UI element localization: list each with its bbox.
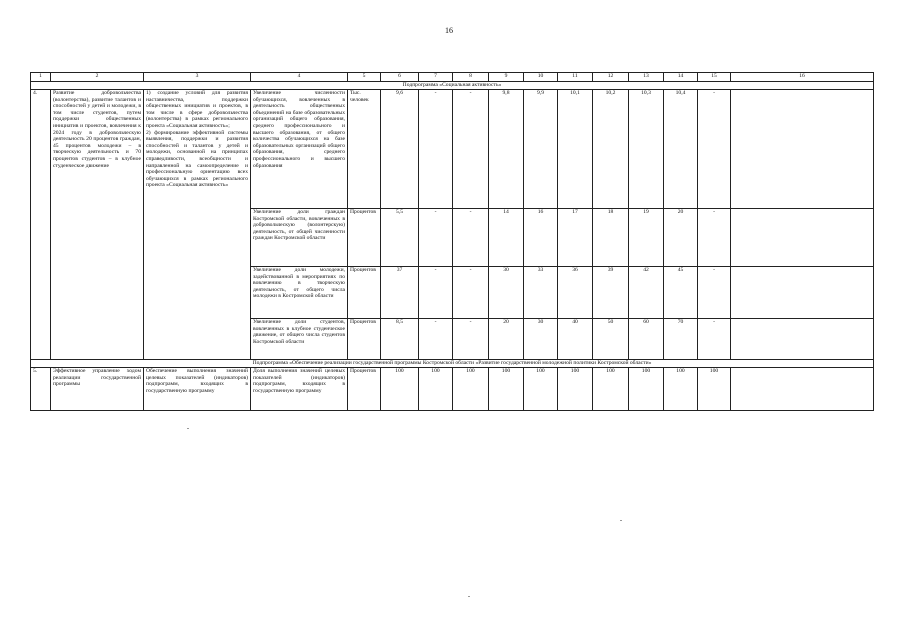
scan-speck [187, 428, 189, 429]
value-cell: - [698, 319, 731, 360]
value-cell: 10,4 [664, 90, 698, 209]
value-cell: 16 [524, 209, 558, 267]
value-cell: - [419, 319, 453, 360]
value-cell: 40 [558, 319, 593, 360]
value-cell: 100 [381, 368, 419, 411]
page-number: 16 [445, 26, 453, 35]
value-cell: 8,5 [381, 319, 419, 360]
header-cell: 1 [31, 73, 51, 82]
value-cell: 9,9 [524, 90, 558, 209]
value-cell: 37 [381, 267, 419, 319]
value-cell: - [453, 319, 489, 360]
table-row [31, 90, 874, 209]
subprogram-row [31, 360, 874, 368]
row-number: 4. [31, 90, 51, 360]
subprogram-title: Подпрограмма «Социальная активность» [31, 82, 874, 90]
value-cell: 100 [489, 368, 524, 411]
value-cell: 14 [489, 209, 524, 267]
value-cell: 100 [453, 368, 489, 411]
subprogram-title: Подпрограмма «Обеспечение реализации государственной программы Костромской области «Развитие государственной молодежной политики Костромской области» [31, 360, 874, 368]
value-cell: 42 [629, 267, 664, 319]
header-cell: 9 [489, 73, 524, 82]
header-cell: 3 [144, 73, 251, 82]
measures-cell: 1) создание условий для развития наставничества, поддержки общественных инициатив и проектов, в том числе в сфере добровольчества (волонтерства) в рамках регионального проекта «Социальная активность»; 2) формирование эффективной системы выявления, поддержки и развития способностей и талантов у детей и молодежи, основанной на принципах справедливости, всеобщности и направленной на самоопределение и профессиональную ориентацию всех обучающихся в рамках регионального проекта «Социальная активность» [144, 90, 251, 360]
value-cell: 50 [593, 319, 629, 360]
value-cell: 39 [593, 267, 629, 319]
value-cell: 10,2 [593, 90, 629, 209]
indicators-table [30, 72, 874, 411]
value-cell: 100 [419, 368, 453, 411]
header-cell: 2 [51, 73, 144, 82]
value-cell: - [419, 209, 453, 267]
value-cell: - [698, 209, 731, 267]
value-cell: 60 [629, 319, 664, 360]
value-cell [731, 319, 874, 360]
indicator-name: Доля выполнения значений целевых показателей (индикаторов) подпрограмм, входящих в государственную программу [251, 368, 348, 411]
value-cell: 100 [593, 368, 629, 411]
row-number: 5. [31, 368, 51, 411]
value-cell: 100 [664, 368, 698, 411]
scan-speck [468, 596, 470, 597]
unit-cell: Процентов [348, 209, 381, 267]
unit-cell: Процентов [348, 319, 381, 360]
value-cell: 10,1 [558, 90, 593, 209]
header-cell: 13 [629, 73, 664, 82]
value-cell: - [419, 267, 453, 319]
value-cell: - [698, 267, 731, 319]
value-cell: 100 [698, 368, 731, 411]
header-cell: 11 [558, 73, 593, 82]
task-cell: Развитие добровольчества (волонтерства), развитие талантов и способностей у детей и молодежи, в том числе студентов, путем поддержки общественных инициатив и проектов, вовлечения к 2024 году в добровольческую деятельность 20 процентов граждан, 45 процентов молодежи – в творческую деятельность и 70 процентов студентов – в клубное студенческое движение [51, 90, 144, 360]
header-cell: 16 [731, 73, 874, 82]
subprogram-row [31, 82, 874, 90]
value-cell: - [453, 209, 489, 267]
unit-cell: Процентов [348, 267, 381, 319]
indicator-name: Увеличение доли граждан Костромской области, вовлеченных в добровольческую (волонтерскую) деятельность, от общей численности граждан Костромской области [251, 209, 348, 267]
header-cell: 4 [251, 73, 348, 82]
task-cell: Эффективное управление ходом реализации государственной программы [51, 368, 144, 411]
header-cell: 6 [381, 73, 419, 82]
measures-cell: Обеспечение выполнения значений целевых показателей (индикаторов) подпрограмм, входящих в государственную программу [144, 368, 251, 411]
value-cell: 45 [664, 267, 698, 319]
value-cell: - [419, 90, 453, 209]
value-cell: - [453, 90, 489, 209]
value-cell [731, 209, 874, 267]
value-cell: 70 [664, 319, 698, 360]
header-cell: 7 [419, 73, 453, 82]
value-cell [731, 90, 874, 209]
header-cell: 12 [593, 73, 629, 82]
header-cell: 5 [348, 73, 381, 82]
indicator-name: Увеличение численности обучающихся, вовлеченных в деятельность общественных объединений на базе образовательных организаций общего образования, среднего профессионального и высшего образования, от общего количества обучающихся на базе образовательных организаций общего образования, среднего профессионального и высшего образования [251, 90, 348, 209]
value-cell: 30 [489, 267, 524, 319]
unit-cell: Процентов [348, 368, 381, 411]
header-cell: 10 [524, 73, 558, 82]
value-cell: 33 [524, 267, 558, 319]
value-cell: 36 [558, 267, 593, 319]
value-cell: 17 [558, 209, 593, 267]
value-cell: 10,3 [629, 90, 664, 209]
header-cell: 15 [698, 73, 731, 82]
value-cell: 18 [593, 209, 629, 267]
value-cell: 100 [524, 368, 558, 411]
value-cell [731, 267, 874, 319]
value-cell: 100 [629, 368, 664, 411]
header-row [31, 73, 874, 82]
value-cell: 100 [558, 368, 593, 411]
header-cell: 8 [453, 73, 489, 82]
value-cell: - [453, 267, 489, 319]
value-cell: 9,8 [489, 90, 524, 209]
header-cell: 14 [664, 73, 698, 82]
value-cell: 20 [664, 209, 698, 267]
unit-cell: Тыс. человек [348, 90, 381, 209]
scan-speck [620, 520, 622, 521]
value-cell: 9,6 [381, 90, 419, 209]
indicator-name: Увеличение доли студентов, вовлеченных в клубное студенческое движение, от общего числа студентов Костромской области [251, 319, 348, 360]
value-cell: 20 [489, 319, 524, 360]
value-cell [731, 368, 874, 411]
value-cell: 19 [629, 209, 664, 267]
value-cell: - [698, 90, 731, 209]
value-cell: 30 [524, 319, 558, 360]
table-row [31, 368, 874, 411]
value-cell: 5,5 [381, 209, 419, 267]
indicator-name: Увеличение доли молодежи, задействованной в мероприятиях по вовлечению в творческую деятельность, от общего числа молодежи в Костромской области [251, 267, 348, 319]
